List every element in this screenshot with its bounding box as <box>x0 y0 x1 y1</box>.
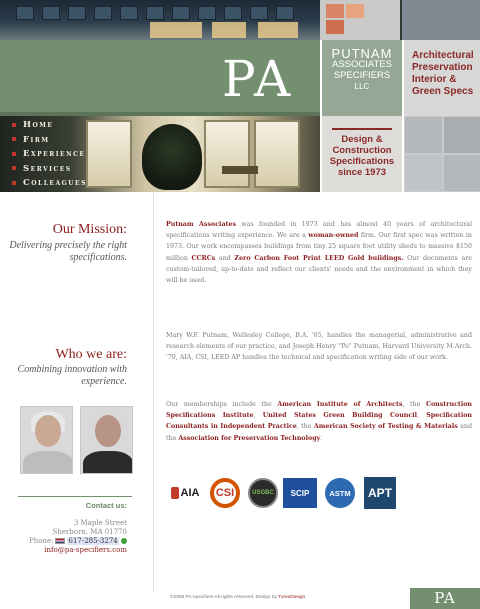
service-line: Interior & <box>412 74 457 85</box>
service-line: Green Specs <box>412 86 474 97</box>
service-line: Preservation <box>412 62 473 73</box>
tagline-line: Construction <box>332 145 392 156</box>
left-column <box>0 192 145 570</box>
memberships-paragraph: Our memberships include the American Institute of Architects, the Construction Specifications Institute, United States Green Building Council, Specification Consultants in Independent Practice, the American Society of Testing & Materials and the Association for Preservation Technology. <box>166 401 473 442</box>
address-city: Sherborn, MA 01770 <box>52 527 127 536</box>
apt-logo[interactable]: APT <box>362 477 398 509</box>
designer-link[interactable]: TurexDesign <box>278 595 306 600</box>
main-nav <box>12 120 87 192</box>
service-line: Architectural <box>412 50 474 61</box>
mission-heading: Our Mission: <box>52 222 127 237</box>
tagline-line: Design & <box>341 134 383 145</box>
woman-owned-link[interactable]: woman-owned <box>308 232 359 240</box>
csi-logo[interactable]: CSI <box>208 477 242 509</box>
usgbc-link[interactable]: United States Green Building Council <box>262 412 417 420</box>
us-flag-icon <box>55 538 65 544</box>
tagline-line: Specifications <box>329 156 395 167</box>
footer-logo[interactable]: PA <box>410 588 480 609</box>
contact-divider <box>18 496 132 497</box>
company-name-line2: ASSOCIATES <box>331 59 392 70</box>
email-link[interactable]: info@pa-specifiers.com <box>44 545 127 554</box>
scip-logo[interactable]: SCIP <box>282 477 318 509</box>
bullet-icon <box>12 181 16 185</box>
tagline-line: since 1973 <box>337 167 387 178</box>
tagline-box <box>320 116 402 192</box>
phone-number[interactable]: 617-285-3274 <box>68 536 118 545</box>
nav-item-services[interactable]: Services <box>12 164 87 179</box>
portrait-joseph <box>80 406 133 474</box>
phone-label: Phone: <box>29 536 54 545</box>
decorative-tiles <box>402 116 480 192</box>
company-name-line1: PUTNAM <box>331 46 393 61</box>
aia-link[interactable]: American Institute of Architects <box>277 401 403 408</box>
astm-link[interactable]: American Society of Testing & Materials <box>313 423 458 431</box>
tagline-divider <box>332 128 392 130</box>
site-logo[interactable]: PA <box>222 50 294 108</box>
mission-text: Delivering precisely the right specifications. <box>9 240 127 263</box>
apt-link[interactable]: Association for Preservation Technology <box>178 434 321 442</box>
nav-item-colleagues[interactable]: Colleagues <box>12 178 87 192</box>
main-content <box>153 192 480 592</box>
aia-logo[interactable]: AIA <box>166 477 204 509</box>
csi-link[interactable]: Construction Specifications Institute <box>166 401 472 420</box>
bullet-icon <box>12 137 16 141</box>
company-name-box <box>320 40 402 116</box>
who-text: Combining innovation with experience. <box>17 364 127 387</box>
address-street: 3 Maple Street <box>73 519 127 527</box>
membership-logos <box>166 477 472 513</box>
nav-item-home[interactable]: Home <box>12 120 87 135</box>
site-footer <box>0 588 480 609</box>
nav-item-experience[interactable]: Experience <box>12 149 87 164</box>
bullet-icon <box>12 152 16 156</box>
bullet-icon <box>12 123 16 127</box>
bullet-icon <box>12 166 16 170</box>
header-building-photo <box>0 0 320 40</box>
who-heading: Who we are: <box>55 347 127 362</box>
contact-heading: Contact us: <box>85 501 127 510</box>
phone-row <box>29 537 127 546</box>
intro-paragraph: Putnam Associates was founded in 1973 and has almost 40 years of architectural specifications writing experience. We are a woman-owned firm. Our first spec was written in 1973. Our work encompasses buildings from tiny 25 square foot utility sheds to massive $150 million CCRCs and Zero Carbon Foot Print LEED Gold buildings. Our documents are custom-tailored, up-to-date and reflect our clients' needs and the environment in which they will be used. <box>166 221 473 285</box>
site-header <box>0 0 480 192</box>
astm-logo[interactable]: ASTM <box>322 477 358 509</box>
nav-item-firm[interactable]: Firm <box>12 135 87 150</box>
portrait-mary <box>20 406 73 474</box>
call-status-icon <box>121 538 127 544</box>
leed-link[interactable]: Zero Carbon Foot Print LEED Gold buildings. <box>234 254 404 262</box>
firm-name-link[interactable]: Putnam Associates <box>166 221 236 228</box>
company-name-line4: LLC <box>354 82 370 91</box>
aia-mark-icon <box>171 487 179 499</box>
services-box <box>402 40 480 116</box>
scip-link[interactable]: Specification Consultants in Independent Practice <box>166 412 472 431</box>
company-name-line3: SPECIFIERS <box>333 70 391 81</box>
usgbc-logo[interactable]: USGBC <box>246 477 280 509</box>
copyright-text: ©2009 PA-specifiers All rights reserved. Design by TurexDesign <box>170 595 306 600</box>
principals-paragraph: Mary W.F. Putnam, Wellesley College, B.A. '65, handles the managerial, administrative and research elements of our practice, and Joseph Henry "Po" Putnam, Harvard University M.Arch. '70, AIA, CSI, LEED AP handles the technical and specification writing side of our work. <box>166 332 472 362</box>
contact-address <box>29 519 127 555</box>
ccrcs-link[interactable]: CCRCs <box>191 254 216 262</box>
